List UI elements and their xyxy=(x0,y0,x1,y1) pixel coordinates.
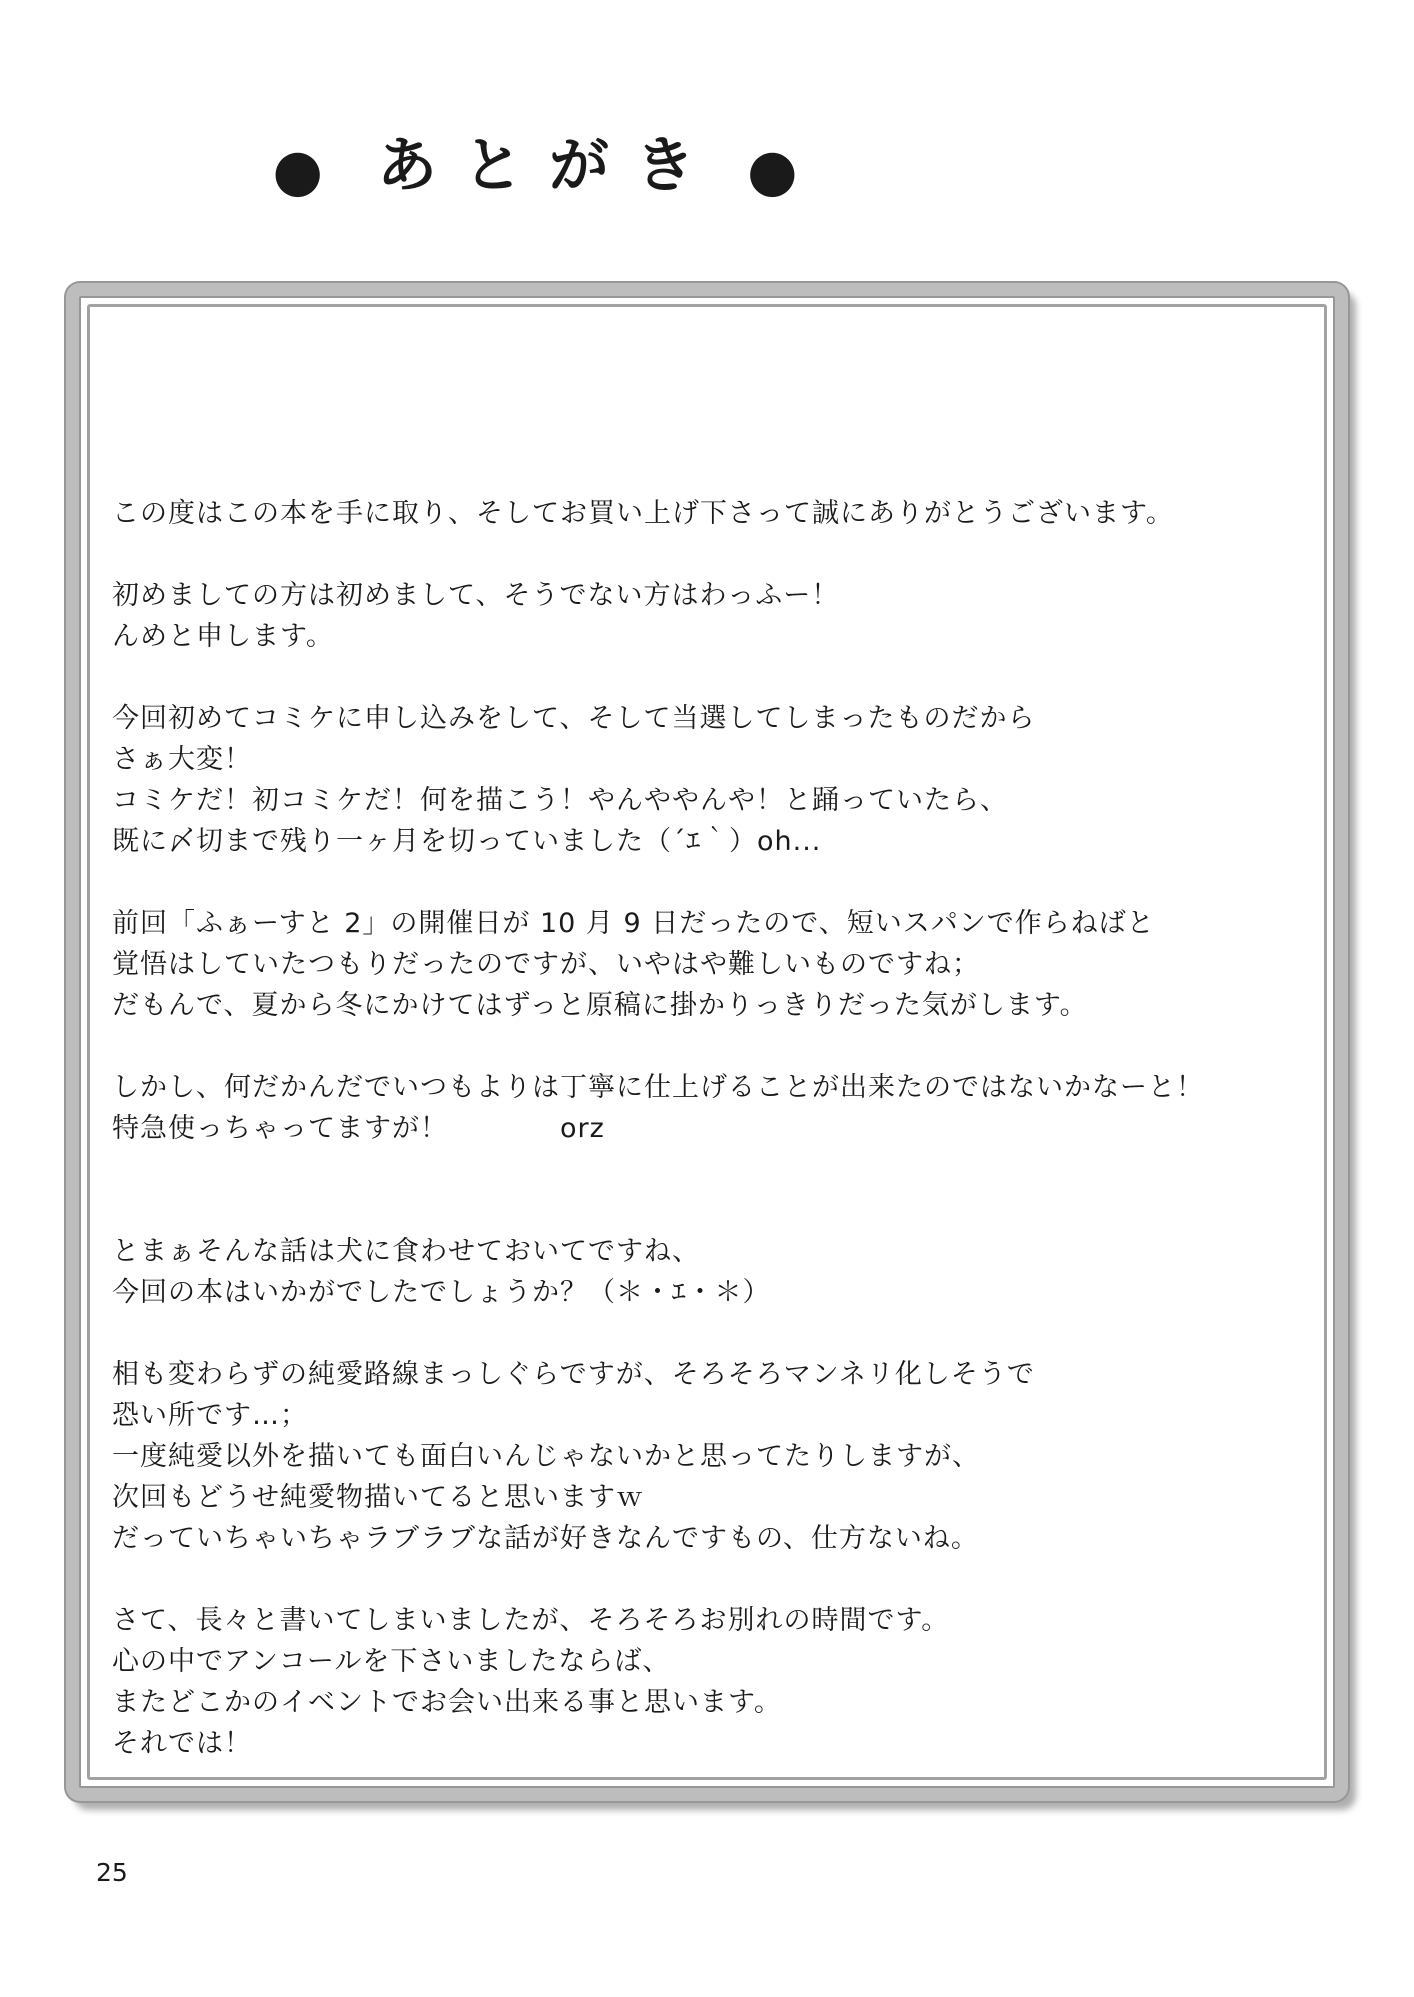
text-line: だもんで、夏から冬にかけてはずっと原稿に掛かりっきりだった気がします。 xyxy=(112,990,1088,1021)
text-line: 特急使っちゃってますが！ orz xyxy=(112,1113,605,1144)
paragraph-quality xyxy=(112,1067,1296,1149)
paragraph-pure-love xyxy=(112,1354,1296,1559)
text-line: んめと申します。 xyxy=(112,621,334,652)
paragraph-greeting xyxy=(112,575,1296,657)
text-line: だっていちゃいちゃラブラブな話が好きなんですもの、仕方ないね。 xyxy=(112,1523,979,1554)
title-bullet-right-icon: ● xyxy=(747,136,798,204)
text-line: 一度純愛以外を描いても面白いんじゃないかと思ってたりしますが、 xyxy=(112,1441,980,1472)
paragraph-schedule xyxy=(112,903,1296,1026)
text-line: 初めましての方は初めまして、そうでない方はわっふー！ xyxy=(112,580,840,611)
text-line: またどこかのイベントでお会い出来る事と思います。 xyxy=(112,1687,782,1718)
text-line: 覚悟はしていたつもりだったのですが、いやはや難しいものですね； xyxy=(112,949,980,980)
text-line: 心の中でアンコールを下さいましたならば、 xyxy=(112,1646,671,1677)
text-line: この度はこの本を手に取り、そしてお買い上げ下さって誠にありがとうございます。 xyxy=(112,498,1174,529)
paragraph-farewell xyxy=(112,1600,1296,1764)
text-line: 前回「ふぁーすと 2」の開催日が 10 月 9 日だったので、短いスパンで作らねばと xyxy=(112,908,1155,939)
paragraph-how-was-it xyxy=(112,1231,1296,1313)
page-title xyxy=(0,126,1070,206)
paragraph-comiket xyxy=(112,698,1296,862)
text-line: さて、長々と書いてしまいましたが、そろそろお別れの時間です。 xyxy=(112,1605,950,1636)
text-line: それでは！ xyxy=(112,1728,252,1759)
text-line: さぁ大変！ xyxy=(112,744,252,775)
text-line: コミケだ！初コミケだ！何を描こう！やんややんや！と踊っていたら、 xyxy=(112,785,1008,816)
page-number: 25 xyxy=(96,1858,128,1887)
text-line: 今回の本はいかがでしたでしょうか？（＊・ｴ・＊） xyxy=(112,1277,771,1308)
text-line: 今回初めてコミケに申し込みをして、そして当選してしまったものだから xyxy=(112,703,1036,734)
text-line: 次回もどうせ純愛物描いてると思いますｗ xyxy=(112,1482,644,1513)
afterword-frame xyxy=(66,283,1348,1801)
title-bullet-left-icon: ● xyxy=(272,136,323,204)
text-line: 既に〆切まで残り一ヶ月を切っていました（´ｴ｀）oh... xyxy=(112,826,822,857)
text-line: しかし、何だかんだでいつもよりは丁寧に仕上げることが出来たのではないかなーと！ xyxy=(112,1072,1204,1103)
paragraph-thanks xyxy=(112,493,1296,534)
text-line: 相も変わらずの純愛路線まっしぐらですが、そろそろマンネリ化しそうで xyxy=(112,1359,1035,1390)
text-line: とまぁそんな話は犬に食わせておいてですね、 xyxy=(112,1236,700,1267)
text-line: 恐い所です…； xyxy=(112,1400,308,1431)
afterword-frame-inner xyxy=(87,304,1327,1780)
title-text: あとがき xyxy=(377,131,721,201)
